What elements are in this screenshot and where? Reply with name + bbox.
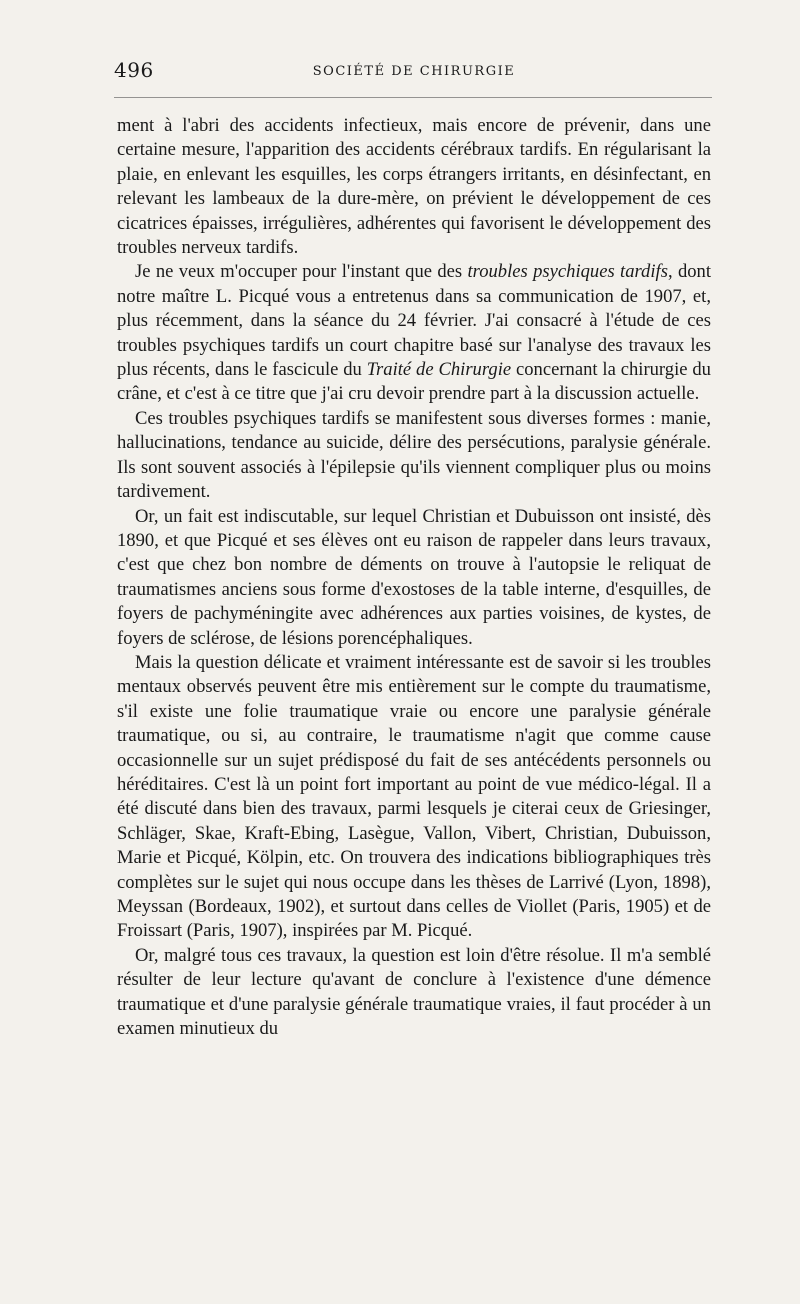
italic-troubles-psychiques: troubles psychiques tardifs [467, 261, 668, 283]
running-title: SOCIÉTÉ DE CHIRURGIE [312, 64, 516, 79]
paragraph-1: ment à l'abri des accidents infectieux, mais encore de prévenir, dans une certaine mesure, l'apparition des accidents cérébraux tardifs. En régularisant la plaie, en enlevant les esquilles, les corps étrangers irritants, en désinfectant, en relevant les lambeaux de la dure-mère, on prévient le développement de ces cicatrices épaisses, irrégulières, adhérentes qui favorisent le développement des troubles nerveux tardifs. [117, 115, 711, 259]
italic-traite-de-chirurgie: Traité de Chirurgie [366, 359, 512, 381]
page-number: 496 [114, 58, 154, 82]
paragraph-4: Or, un fait est indiscutable, sur lequel Christian et Dubuisson ont insisté, dès 1890, et que Picqué et ses élèves ont eu raison de rappeler dans leurs travaux, c'est que chez bon nombre de déments on trouve à l'autopsie le reliquat de traumatismes anciens sous forme d'exostoses de la table interne, d'esquilles, de foyers de pachyméningite avec adhérences aux parties voisines, de kystes, de foyers de sclérose, de lésions porencéphaliques. [117, 505, 711, 649]
page-header [114, 58, 714, 88]
paragraph-2 [117, 260, 711, 406]
paragraph-2-part-1: Je ne veux m'occuper pour l'instant que des [135, 261, 468, 283]
paragraph-6: Or, malgré tous ces travaux, la question est loin d'être résolue. Il m'a semblé résulter de leur lecture qu'avant de conclure à l'existence d'une démence traumatique et d'une paralysie générale traumatique vraies, il faut procéder à un examen minutieux du [117, 944, 711, 1040]
paragraph-2-part-3: concernant la chirurgie du crâne, et c'est à ce titre que j'ai cru devoir prendre part à la discussion actuelle. [117, 359, 711, 405]
paragraph-2-part-2: , dont notre maître L. Picqué vous a entretenus dans sa communication de 1907, et, plus récemment, dans la séance du 24 février. J'ai consacré à l'étude de ces troubles psychiques tardifs un court chapitre basé sur l'analyse des travaux les plus récents, dans le fascicule du [117, 261, 711, 381]
body-text [117, 114, 711, 1041]
header-rule [114, 97, 712, 98]
paragraph-3: Ces troubles psychiques tardifs se manifestent sous diverses formes : manie, hallucinations, tendance au suicide, délire des persécutions, paralysie générale. Ils sont souvent associés à l'épilepsie qu'ils viennent compliquer plus ou moins tardivement. [117, 407, 711, 503]
paragraph-5: Mais la question délicate et vraiment intéressante est de savoir si les troubles mentaux observés peuvent être mis entièrement sur le compte du traumatisme, s'il existe une folie traumatique vraie ou encore une paralysie générale traumatique, ou si, au contraire, le traumatisme n'agit que comme cause occasionnelle sur un sujet prédisposé du fait de ses antécédents personnels ou héréditaires. C'est là un point fort important au point de vue médico-légal. Il a été discuté dans bien des travaux, parmi lesquels je citerai ceux de Griesinger, Schläger, Skae, Kraft-Ebing, Lasègue, Vallon, Vibert, Christian, Dubuisson, Marie et Picqué, Kölpin, etc. On trouvera des indications bibliographiques très complètes sur le sujet qui nous occupe dans les thèses de Larrivé (Lyon, 1898), Meyssan (Bordeaux, 1902), et surtout dans celles de Viollet (Paris, 1905) et de Froissart (Paris, 1907), inspirées par M. Picqué. [117, 651, 711, 942]
